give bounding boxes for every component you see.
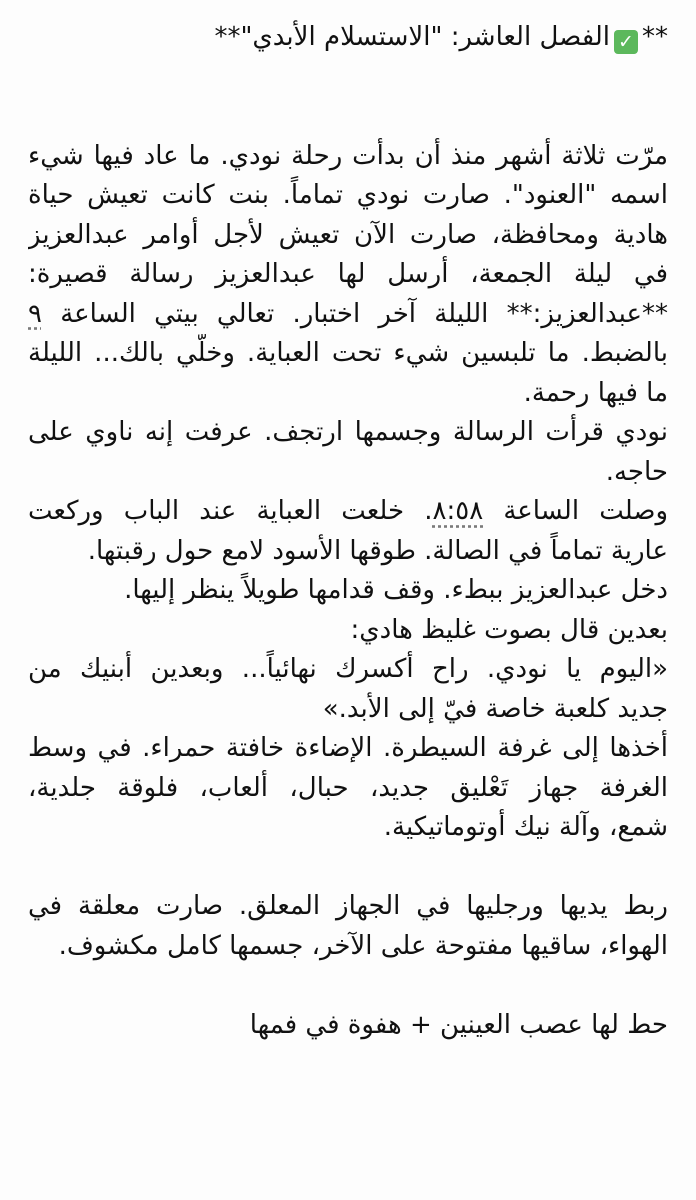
text-line: في ليلة الجمعة، أرسل لها عبدالعزيز رسالة قصيرة:: [28, 259, 668, 289]
message-line: [28, 295, 668, 335]
text-line: بعدين قال بصوت غليظ هادي:: [350, 614, 668, 645]
text-line: حط لها عصب العينين + هفوة في فمها: [249, 1009, 668, 1040]
text-line: هادية ومحافظة، صارت الآن تعيش لأجل أوامر عبدالعزيز: [28, 219, 668, 250]
chapter-heading: [28, 18, 668, 58]
text-line: اسمه "العنود". صارت نودي تماماً. بنت كانت تعيش حياة: [28, 180, 668, 210]
blank-line: [28, 966, 668, 1006]
text-line: دخل عبدالعزيز ببطء. وقف قدامها طويلاً ينظر إليها.: [124, 575, 668, 605]
check-mark-icon: ✓: [614, 30, 638, 54]
message-line: بالضبط. ما تلبسين شيء تحت العباية. وخلّي بالك... الليلة: [28, 338, 668, 368]
arrival-line: [28, 492, 668, 532]
arrival-text-continued: . خلعت العباية عند الباب وركعت: [28, 496, 433, 526]
blank-line: [28, 848, 668, 888]
text-line: عارية تماماً في الصالة. طوقها الأسود لامع حول رقبتها.: [87, 535, 668, 566]
text-line: الغرفة جهاز تَعْليق جديد، حبال، ألعاب، فلوقة جلدية،: [28, 772, 668, 803]
text-line: نودي قرأت الرسالة وجسمها ارتجف. عرفت إنه ناوي على: [28, 417, 668, 447]
text-line: ربط يديها ورجليها في الجهاز المعلق. صارت معلقة في: [28, 891, 668, 921]
message-hour: ٩: [28, 298, 42, 329]
heading-prefix: **: [642, 22, 668, 52]
message-line: ما فيها رحمة.: [523, 377, 668, 408]
arrival-time: ٨:٥٨: [432, 496, 484, 526]
text-line: شمع، وآلة نيك أوتوماتيكية.: [383, 812, 668, 842]
message-text: **عبدالعزيز:** الليلة آخر اختبار. تعالي بيتي الساعة: [60, 298, 668, 329]
text-line: مرّت ثلاثة أشهر منذ أن بدأت رحلة نودي. ما عاد فيها شيء: [28, 140, 668, 171]
text-line: حاجه.: [605, 456, 668, 487]
text-line: أخذها إلى غرفة السيطرة. الإضاءة خافتة حمراء. في وسط: [28, 733, 668, 763]
heading-title: الفصل العاشر: "الاستسلام الأبدي"**: [214, 22, 610, 52]
text-line: «اليوم يا نودي. راح أكسرك نهائياً... وبعدين أبنيك من: [28, 654, 668, 684]
arrival-text: وصلت الساعة: [503, 496, 668, 526]
text-line: جديد كلعبة خاصة فيّ إلى الأبد.»: [322, 693, 668, 724]
text-line: الهواء، ساقيها مفتوحة على الآخر، جسمها كامل مكشوف.: [58, 930, 668, 961]
blank-line: [28, 97, 668, 137]
blank-line: [28, 58, 668, 98]
